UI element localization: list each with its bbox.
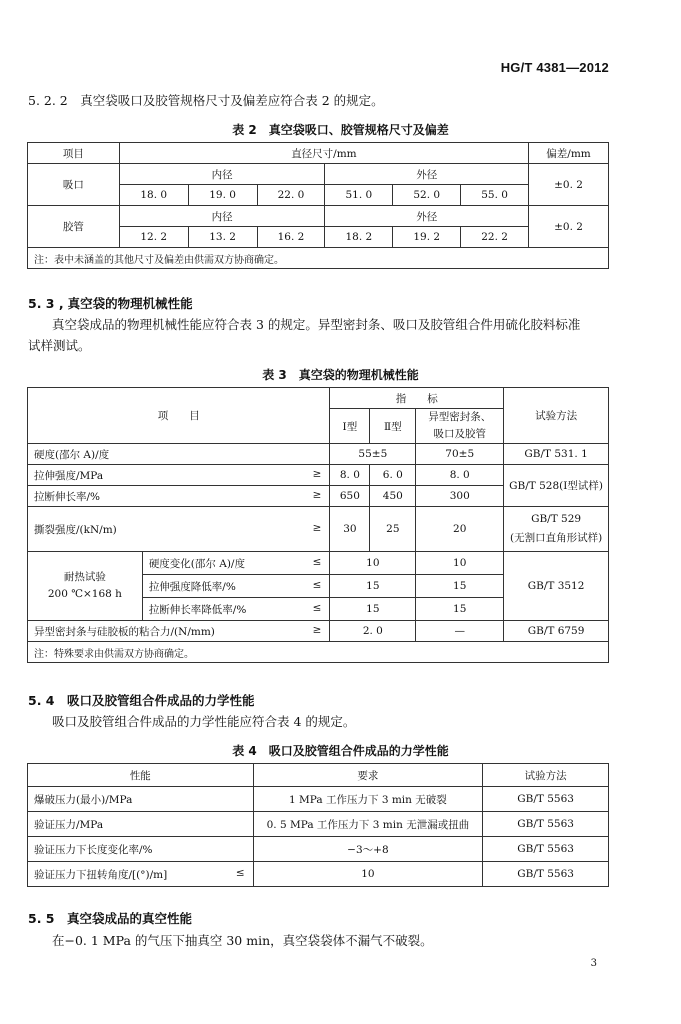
clause-number: 5. 2. 2 xyxy=(28,93,68,108)
standard-number: HG/T 4381—2012 xyxy=(500,60,609,75)
table-3-caption: 表 3 真空袋的物理机械性能 xyxy=(262,368,419,382)
t2-cell: 19. 2 xyxy=(393,227,461,248)
t2-cell: 19. 0 xyxy=(188,185,257,206)
t3-cell: 8. 0 xyxy=(330,465,370,486)
t3-row-label xyxy=(28,507,330,552)
t3-header-type2: Ⅱ型 xyxy=(370,409,416,444)
t3-label-text: 拉断伸长率/% xyxy=(34,490,101,503)
t2-cell: 22. 2 xyxy=(461,227,529,248)
t3-header-type3-line2: 吸口及胶管 xyxy=(433,428,486,440)
t3-row-label xyxy=(28,486,330,507)
t4-row-label: 爆破压力(最小)/MPa xyxy=(28,787,254,812)
t4-req: 1 MPa 工作压力下 3 min 无破裂 xyxy=(253,787,483,812)
clause-title: 吸口及胶管组合件成品的力学性能 xyxy=(67,693,255,708)
t3-method: GB/T 531. 1 xyxy=(504,444,609,465)
t2-cell: 13. 2 xyxy=(188,227,257,248)
t2-inlet-outer-header: 外径 xyxy=(325,164,529,185)
t4-req: 0. 5 MPa 工作压力下 3 min 无泄漏或扭曲 xyxy=(253,812,483,837)
t3-cell: 20 xyxy=(416,507,504,552)
clause-5-3-para-2: 试样测试。 xyxy=(28,338,91,353)
t3-header-index: 指 标 xyxy=(330,388,504,409)
t2-cell: 18. 2 xyxy=(325,227,393,248)
clause-5-5-heading xyxy=(28,910,192,928)
t4-method: GB/T 5563 xyxy=(483,862,609,887)
t2-cell: 22. 0 xyxy=(257,185,325,206)
t3-row-label xyxy=(142,552,330,575)
t2-header-dim: 直径尺寸/mm xyxy=(119,143,528,164)
t3-header-type3 xyxy=(416,409,504,444)
t3-header-method: 试验方法 xyxy=(504,388,609,444)
t4-row-label: 验证压力/MPa xyxy=(28,812,254,837)
t3-row-label: 硬度(邵尔 A)/度 xyxy=(28,444,330,465)
t4-row-label: 验证压力下长度变化率/% xyxy=(28,837,254,862)
t3-method-line1: GB/T 529 xyxy=(531,513,582,525)
clause-5-3-heading xyxy=(28,295,193,313)
clause-5-2-2 xyxy=(28,92,384,110)
t3-heat-label-line2: 200 ℃×168 h xyxy=(47,588,122,600)
t4-method: GB/T 5563 xyxy=(483,837,609,862)
t3-cell: 55±5 xyxy=(330,444,416,465)
t3-heat-label-line1: 耐热试验 xyxy=(63,571,106,583)
clause-title: 真空袋的物理机械性能 xyxy=(67,296,193,311)
t3-method-line2: (无割口直角形试样) xyxy=(509,532,603,544)
t2-hose-tol: ±0. 2 xyxy=(529,206,609,248)
t3-label-text: 拉伸强度/MPa xyxy=(34,469,104,482)
t4-req: −3～+8 xyxy=(253,837,483,862)
t2-inlet-inner-header: 内径 xyxy=(119,164,325,185)
t4-header-perf: 性能 xyxy=(28,764,254,787)
t3-cell: 450 xyxy=(370,486,416,507)
table-2 xyxy=(27,142,609,269)
t4-method: GB/T 5563 xyxy=(483,812,609,837)
t2-cell: 55. 0 xyxy=(461,185,529,206)
t4-row-label xyxy=(28,862,254,887)
t3-row-label xyxy=(142,598,330,621)
t3-method xyxy=(504,507,609,552)
table-3 xyxy=(27,387,609,663)
t3-row-label xyxy=(28,465,330,486)
clause-text: 真空袋吸口及胶管规格尺寸及偏差应符合表 2 的规定。 xyxy=(80,93,384,108)
t4-symbol: ≤ xyxy=(235,866,245,879)
t3-cell: 30 xyxy=(330,507,370,552)
t3-cell: 10 xyxy=(416,552,504,575)
t2-hose-inner-header: 内径 xyxy=(119,206,325,227)
page-number: 3 xyxy=(590,958,597,969)
t3-cell: 15 xyxy=(330,575,416,598)
clause-5-4-heading xyxy=(28,692,255,710)
t3-header-item: 项 目 xyxy=(28,388,330,444)
t2-cell: 18. 0 xyxy=(119,185,188,206)
table-2-caption: 表 2 真空袋吸口、胶管规格尺寸及偏差 xyxy=(232,123,449,137)
t2-note: 注：表中未涵盖的其他尺寸及偏差由供需双方协商确定。 xyxy=(28,248,609,269)
clause-title: 真空袋成品的真空性能 xyxy=(67,911,193,926)
t2-cell: 12. 2 xyxy=(119,227,188,248)
t4-req: 10 xyxy=(253,862,483,887)
t3-cell: 15 xyxy=(330,598,416,621)
t3-symbol: ≤ xyxy=(312,601,322,614)
t3-symbol: ≥ xyxy=(312,623,322,636)
t2-header-tol: 偏差/mm xyxy=(529,143,609,164)
t4-header-req: 要求 xyxy=(253,764,483,787)
t3-cell: 650 xyxy=(330,486,370,507)
t3-label-text: 异型密封条与硅胶板的粘合力/(N/mm) xyxy=(34,625,215,638)
t3-cell: 10 xyxy=(330,552,416,575)
t3-header-type3-line1: 异型密封条、 xyxy=(428,411,492,423)
clause-5-5-para: 在−0. 1 MPa 的气压下抽真空 30 min，真空袋袋体不漏气不破裂。 xyxy=(52,933,433,948)
t4-method: GB/T 5563 xyxy=(483,787,609,812)
t3-label-text: 撕裂强度/(kN/m) xyxy=(34,523,117,536)
t3-cell: — xyxy=(416,621,504,642)
t3-row-label xyxy=(28,621,330,642)
t3-symbol: ≤ xyxy=(312,555,322,568)
clause-number: 5. 5 xyxy=(28,911,55,926)
t3-symbol: ≥ xyxy=(312,488,322,501)
t2-row-inlet-label: 吸口 xyxy=(28,164,120,206)
t2-inlet-tol: ±0. 2 xyxy=(529,164,609,206)
t3-symbol: ≤ xyxy=(312,578,322,591)
clause-number: 5. 4 xyxy=(28,693,55,708)
clause-number: 5. 3 , xyxy=(28,296,64,311)
t3-header-type1: Ⅰ型 xyxy=(330,409,370,444)
t4-label-text: 验证压力下扭转角度/[(°)/m] xyxy=(34,868,168,881)
t3-heat-label xyxy=(28,552,143,621)
t3-cell: 25 xyxy=(370,507,416,552)
table-4-caption: 表 4 吸口及胶管组合件成品的力学性能 xyxy=(232,744,449,758)
t2-cell: 51. 0 xyxy=(325,185,393,206)
t2-cell: 52. 0 xyxy=(393,185,461,206)
t3-method: GB/T 528(Ⅰ型试样) xyxy=(504,465,609,507)
t3-symbol: ≥ xyxy=(312,521,322,534)
t2-hose-outer-header: 外径 xyxy=(325,206,529,227)
t3-cell: 8. 0 xyxy=(416,465,504,486)
t3-cell: 70±5 xyxy=(416,444,504,465)
t3-label-text: 硬度变化(邵尔 A)/度 xyxy=(148,557,245,570)
clause-5-3-para-1: 真空袋成品的物理机械性能应符合表 3 的规定。异型密封条、吸口及胶管组合件用硫化胶料标准 xyxy=(52,317,581,332)
t2-cell: 16. 2 xyxy=(257,227,325,248)
t3-cell: 15 xyxy=(416,575,504,598)
t3-cell: 2. 0 xyxy=(330,621,416,642)
t3-symbol: ≥ xyxy=(312,467,322,480)
t2-header-item: 项目 xyxy=(28,143,120,164)
t3-method: GB/T 3512 xyxy=(504,552,609,621)
t3-cell: 6. 0 xyxy=(370,465,416,486)
clause-5-4-para: 吸口及胶管组合件成品的力学性能应符合表 4 的规定。 xyxy=(52,714,356,729)
t3-row-label xyxy=(142,575,330,598)
t3-method: GB/T 6759 xyxy=(504,621,609,642)
t4-header-method: 试验方法 xyxy=(483,764,609,787)
t2-row-hose-label: 胶管 xyxy=(28,206,120,248)
t3-note: 注：特殊要求由供需双方协商确定。 xyxy=(28,642,609,663)
t3-label-text: 拉断伸长率降低率/% xyxy=(148,603,247,616)
t3-label-text: 拉伸强度降低率/% xyxy=(148,580,236,593)
t3-cell: 15 xyxy=(416,598,504,621)
t3-cell: 300 xyxy=(416,486,504,507)
table-4 xyxy=(27,763,609,887)
